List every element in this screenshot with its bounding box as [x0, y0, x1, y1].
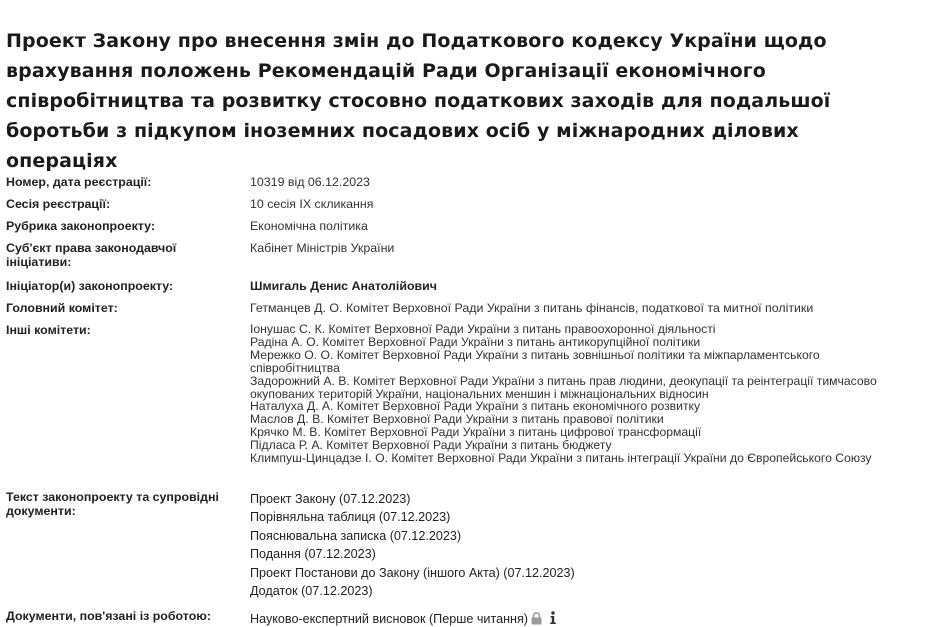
document-link-submission[interactable]: Подання (07.12.2023)	[250, 547, 376, 562]
subject-label: Суб'єкт права законодавчої ініціативи:	[6, 241, 177, 269]
expert-conclusion-link[interactable]: Науково-експертний висновок (Перше читання)	[250, 612, 529, 626]
rubric-value: Економічна політика	[250, 219, 368, 233]
registration-value: 10319 від 06.12.2023	[250, 175, 370, 189]
bill-title: Проект Закону про внесення змін до Податкового кодексу України щодо врахування положень Рекомендацій Ради Організації економічного співробітництва та розвитку стосовно податкових заходів для подальшої боротьби з підкупом іноземних посадових осіб у міжнародних ділових операціях	[6, 30, 831, 172]
document-link-appendix[interactable]: Додаток (07.12.2023)	[250, 584, 373, 599]
session-value: 10 сесія IX скликання	[250, 197, 374, 211]
committee-item: Задорожний А. В. Комітет Верховної Ради України з питань прав людини, деокупації та реінтеграції тимчасово окупованих територій України, національних меншин і міжнаціональних відносин	[250, 373, 877, 401]
initiator-value: Шмигаль Денис Анатолійович	[250, 279, 437, 293]
related-documents-label: Документи, пов'язані із роботою:	[6, 609, 211, 623]
document-link-explanatory-note[interactable]: Пояснювальна записка (07.12.2023)	[250, 528, 462, 543]
document-link-draft-resolution[interactable]: Проект Постанови до Закону (іншого Акта) (07.12.2023)	[250, 565, 575, 580]
committee-item: Підласа Р. А. Комітет Верховної Ради України з питань бюджету	[250, 438, 612, 453]
initiator-label: Ініціатор(и) законопроекту:	[6, 279, 174, 293]
committee-item: Крячко М. В. Комітет Верховної Ради України з питань цифрової трансформації	[250, 425, 702, 440]
committee-item: Радіна А. О. Комітет Верховної Ради України з питань антикорупційної політики	[250, 334, 701, 349]
session-label: Сесія реєстрації:	[6, 197, 111, 211]
committee-item: Іонушас С. К. Комітет Верховної Ради України з питань правоохоронної діяльності	[250, 322, 716, 336]
documents-list	[250, 490, 930, 600]
registration-label: Номер, дата реєстрації:	[6, 175, 152, 189]
subject-value: Кабінет Міністрів України	[250, 241, 395, 255]
committee-item: Климпуш-Цинцадзе І. О. Комітет Верховної Ради України з питань інтеграції України до Європейського Союзу	[250, 451, 872, 466]
rubric-label: Рубрика законопроекту:	[6, 219, 156, 233]
main-committee-value: Гетманцев Д. О. Комітет Верховної Ради України з питань фінансів, податкової та митної політики	[250, 301, 814, 315]
committee-item: Мережко О. О. Комітет Верховної Ради України з питань зовнішньої політики та міжпарламентського співробітництва	[250, 347, 820, 375]
info-icon[interactable]	[548, 611, 558, 625]
committee-item: Маслов Д. В. Комітет Верховної Ради України з питань правової політики	[250, 412, 664, 427]
documents-label: Текст законопроекту та супровідні документи:	[6, 490, 219, 518]
main-committee-label: Головний комітет:	[6, 301, 118, 315]
related-documents-value	[250, 611, 930, 626]
document-link-bill-text[interactable]: Проект Закону (07.12.2023)	[250, 492, 411, 506]
lock-icon	[531, 612, 542, 625]
other-committees-label: Інші комітети:	[6, 323, 91, 337]
committee-item: Наталуха Д. А. Комітет Верховної Ради України з питань економічного розвитку	[250, 399, 701, 414]
document-link-comparative-table[interactable]: Порівняльна таблиця (07.12.2023)	[250, 510, 451, 525]
other-committees-list	[250, 323, 930, 465]
